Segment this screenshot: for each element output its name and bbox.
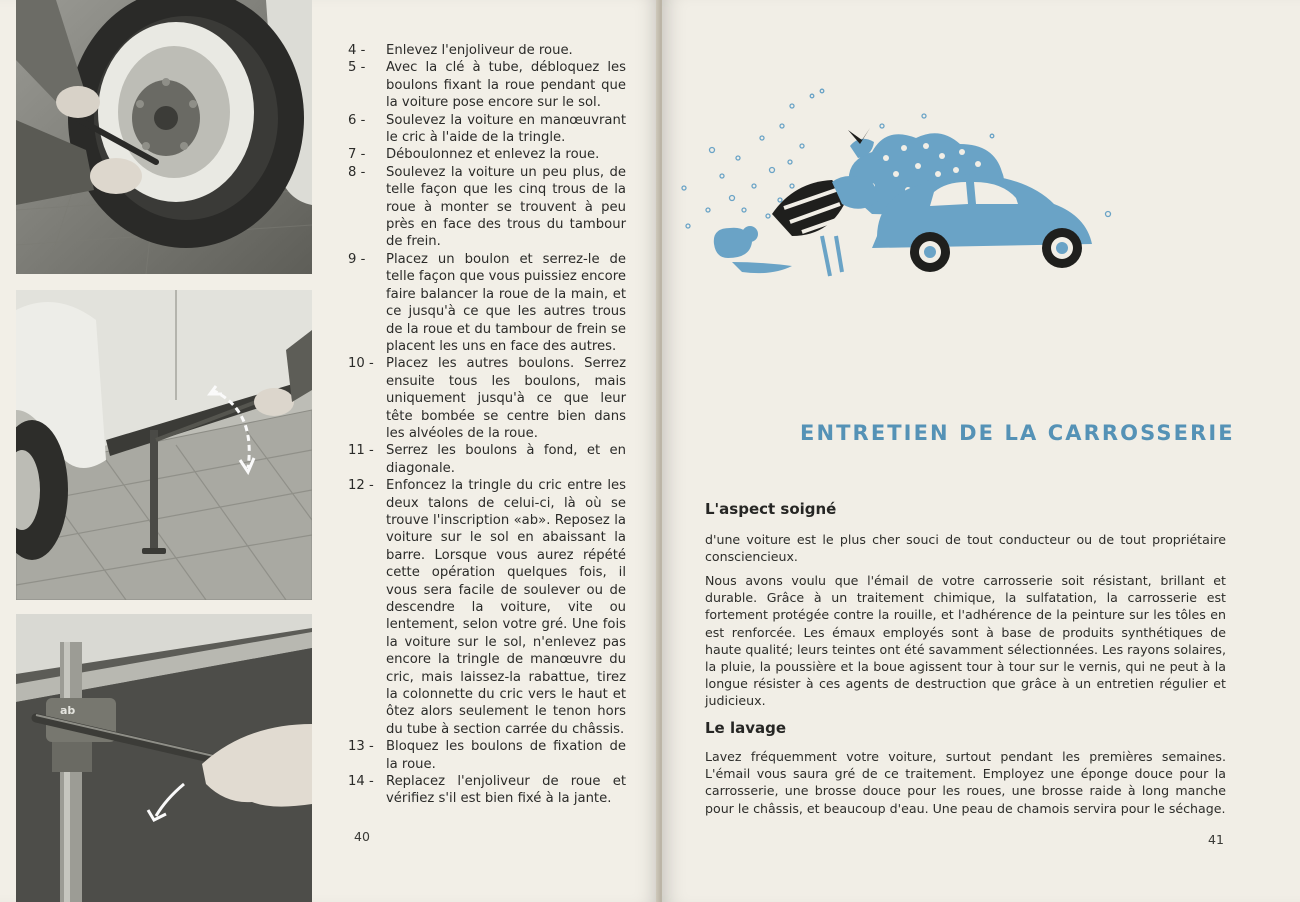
instruction-step bbox=[348, 738, 626, 773]
instruction-step bbox=[348, 59, 626, 111]
step-number: 8 - bbox=[348, 164, 366, 180]
instruction-step bbox=[348, 355, 626, 442]
step-number: 10 - bbox=[348, 356, 374, 372]
step-text: Enlevez l'enjoliveur de roue. bbox=[386, 43, 573, 58]
instruction-step bbox=[348, 442, 626, 477]
step-text: Déboulonnez et enlevez la roue. bbox=[386, 147, 600, 163]
page-number-right: 41 bbox=[1208, 832, 1224, 847]
step-text: Soulevez la voiture un peu plus, de telle façon que les cinq trous de la roue à monter se trouvent à peu près en face des trous du tambour de frein. bbox=[386, 164, 626, 250]
step-text: Replacez l'enjoliveur de roue et vérifiez s'il est bien fixé à la jante. bbox=[386, 774, 626, 807]
step-number: 4 - bbox=[348, 43, 366, 58]
step-number: 7 - bbox=[348, 147, 366, 163]
step-text: Avec la clé à tube, débloquez les boulons fixant la roue pendant que la voiture pose encore sur le sol. bbox=[386, 60, 626, 111]
instruction-steps bbox=[348, 42, 626, 808]
paragraph-lavage: Lavez fréquemment votre voiture, surtout pendant les premières semaines. L'émail vous saura gré de ce traitement. Employez une éponge douce pour la carrosserie, une brosse douce pour les roues, une brosse raide à long manche pour le châssis, et beaucoup d'eau. Une peau de chamois servira pour le séchage. bbox=[705, 749, 1226, 816]
instruction-step bbox=[348, 773, 626, 808]
step-number: 11 - bbox=[348, 443, 374, 459]
step-text: Soulevez la voiture en manœuvrant le cric à l'aide de la tringle. bbox=[386, 112, 626, 146]
instruction-step bbox=[348, 42, 626, 59]
heading-lavage: Le lavage bbox=[705, 719, 787, 737]
paragraph-aspect-intro: d'une voiture est le plus cher souci de tout conducteur ou de tout propriétaire consciencieux. bbox=[705, 532, 1226, 565]
heading-aspect-soigne: L'aspect soigné bbox=[705, 500, 837, 518]
step-number: 9 - bbox=[348, 251, 366, 267]
step-text: Placez les autres boulons. Serrez ensuite tous les boulons, mais uniquement jusqu'à ce que leur tête bombée se centre bien dans les alvéoles de la roue. bbox=[386, 356, 626, 441]
step-number: 6 - bbox=[348, 112, 366, 128]
step-number: 12 - bbox=[348, 478, 374, 494]
instruction-step bbox=[348, 146, 626, 163]
section-title: ENTRETIEN DE LA CARROSSERIE bbox=[800, 421, 1235, 445]
instruction-step bbox=[348, 477, 626, 738]
step-number: 14 - bbox=[348, 774, 374, 790]
paragraph-aspect-body: Nous avons voulu que l'émail de votre carrosserie soit résistant, brillant et durable. Grâce à un traitement chimique, la sulfatation, la carrosserie est fortement protégée contre la rouille, et l'adhérence de la peinture sur les tôles en est renforcée. Les émaux employés sont à base de produits synthétiques de haute qualité; leurs teintes ont été savamment sélectionnées. Les rayons solaires, la pluie, la poussière et la boue agissent tour à tour sur le vernis, qui ne peut à la longue résister à ces agents de destruction que grâce à un entretien régulier et judicieux. bbox=[705, 573, 1226, 709]
step-number: 13 - bbox=[348, 739, 374, 755]
step-text: Serrez les boulons à fond, et en diagonale. bbox=[386, 443, 626, 476]
photo-wheel-hubcap bbox=[16, 0, 312, 274]
jack-label: ab bbox=[60, 704, 76, 717]
instruction-step bbox=[348, 251, 626, 355]
photo-jack-under-car bbox=[16, 290, 312, 600]
instruction-step bbox=[348, 112, 626, 147]
step-text: Placez un boulon et serrez-le de telle façon que vous puissiez encore faire balancer la roue de la main, et ce jusqu'à ce que les autres trous de la roue et du tambour de frein se placent les uns en face des autres. bbox=[386, 251, 626, 354]
step-text: Bloquez les boulons de fixation de la roue. bbox=[386, 739, 626, 772]
photo-jack-detail bbox=[16, 614, 312, 902]
page-number-left: 40 bbox=[354, 829, 370, 844]
instruction-step bbox=[348, 164, 626, 251]
car-washing-illustration bbox=[672, 86, 1122, 286]
step-number: 5 - bbox=[348, 60, 366, 76]
step-text: Enfoncez la tringle du cric entre les deux talons de celui-ci, là où se trouve l'inscription «ab». Reposez la voiture sur le sol en abaissant la barre. Lorsque vous aurez répété cette opération quelques fois, il vous sera facile de soulever ou de descendre la voiture, vite ou lentement, selon votre gré. Une fois la voiture sur le sol, n'enlevez pas encore la tringle de manœuvre du cric, mais laissez-la rabattue, tirez la colonnette du cric vers le haut et ôtez alors seulement le tenon hors du tube à section carrée du châssis. bbox=[386, 478, 626, 737]
